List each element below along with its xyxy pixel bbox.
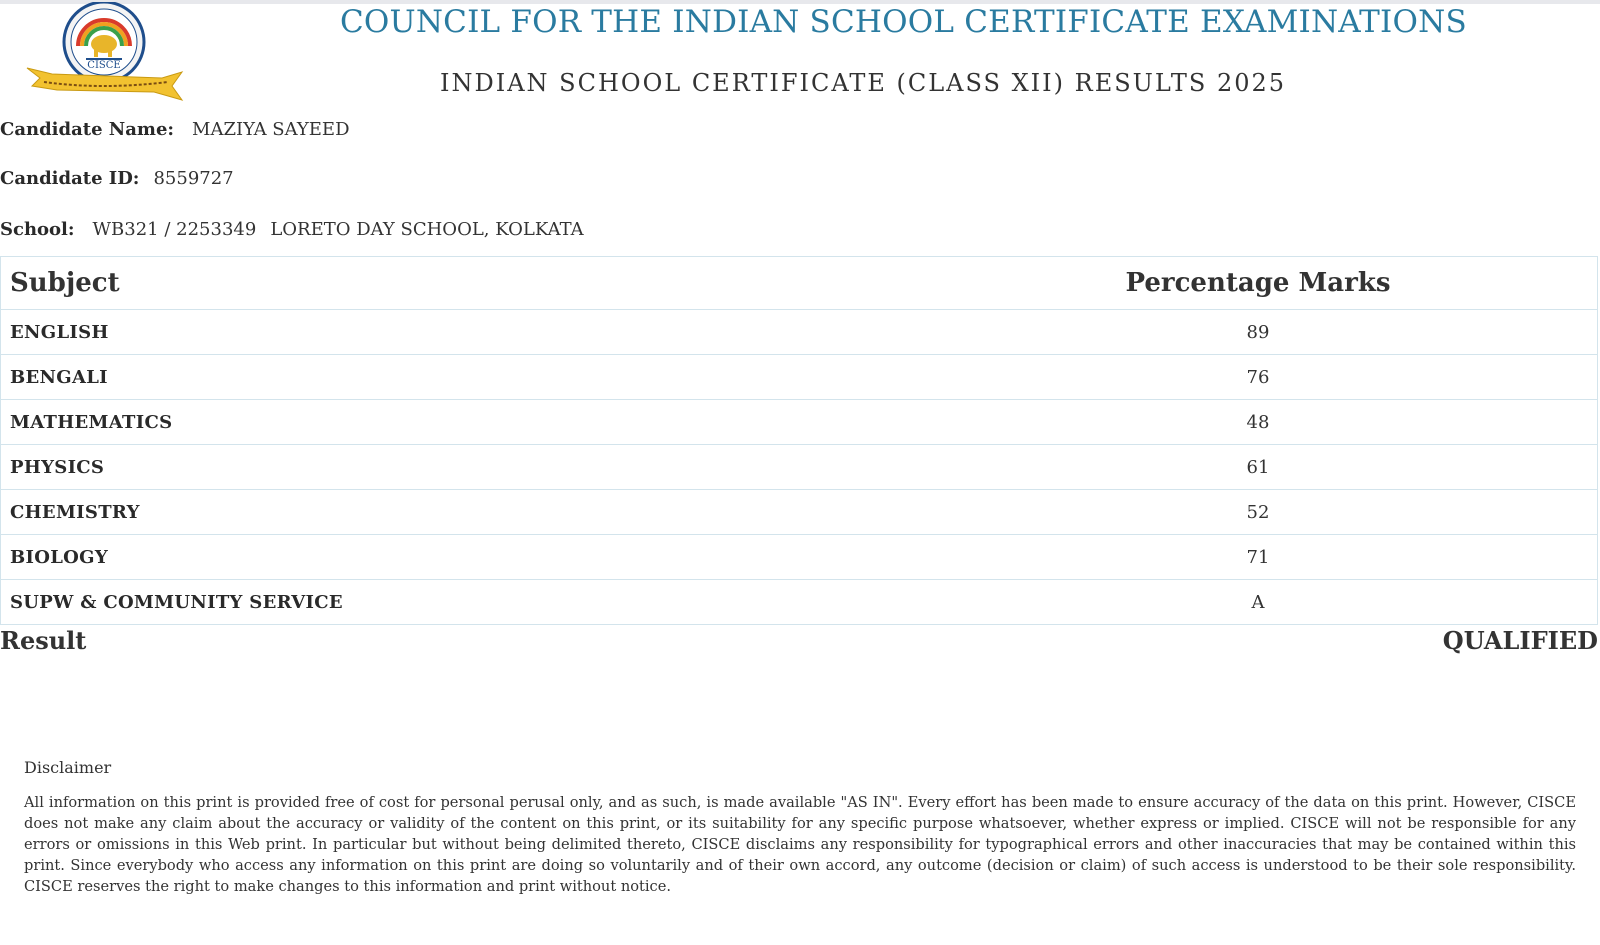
table-header-row — [1, 257, 1598, 310]
page-subtitle: INDIAN SCHOOL CERTIFICATE (CLASS XII) RESULTS 2025 — [440, 69, 1287, 97]
candidate-name-value: MAZIYA SAYEED — [192, 119, 350, 140]
marks-cell: 76 — [919, 355, 1598, 400]
cisce-logo — [22, 2, 187, 102]
marks-cell: 61 — [919, 445, 1598, 490]
disclaimer-title: Disclaimer — [24, 758, 112, 777]
subject-cell: ENGLISH — [1, 310, 920, 355]
candidate-name-label: Candidate Name: — [0, 119, 175, 140]
candidate-id-row — [0, 167, 234, 191]
marks-cell: 89 — [919, 310, 1598, 355]
table-row — [1, 580, 1598, 625]
candidate-name-row — [0, 118, 350, 142]
marks-cell: 52 — [919, 490, 1598, 535]
subject-cell: BENGALI — [1, 355, 920, 400]
school-row — [0, 218, 584, 242]
marks-cell: 71 — [919, 535, 1598, 580]
subject-cell: MATHEMATICS — [1, 400, 920, 445]
table-row — [1, 535, 1598, 580]
marks-column-header: Percentage Marks — [919, 257, 1598, 310]
table-row — [1, 490, 1598, 535]
candidate-id-value: 8559727 — [153, 168, 234, 189]
school-label: School: — [0, 219, 75, 240]
marks-table — [0, 256, 1598, 625]
result-label: Result — [0, 626, 87, 655]
disclaimer-text: All information on this print is provided free of cost for personal perusal only, and as such, is made available "AS IN". Every effort has been made to ensure accuracy of the data on this print. However, CISCE does not make any claim about the accuracy or validity of the content on this print, or its suitability for any specific purpose whatsoever, whether express or implied. CISCE will not be responsible for any errors or omissions in this Web print. In particular but without being delimited thereto, CISCE disclaims any responsibility for typographical errors and other inaccuracies that may be contained within this print. Since everybody who access any information on this print are doing so voluntarily and of their own accord, any outcome (decision or claim) of such access is understood to be their sole responsibility. CISCE reserves the right to make changes to this information and print without notice. — [24, 794, 1576, 895]
marks-cell: 48 — [919, 400, 1598, 445]
subject-cell: SUPW & COMMUNITY SERVICE — [1, 580, 920, 625]
table-row — [1, 445, 1598, 490]
subject-cell: PHYSICS — [1, 445, 920, 490]
marks-cell: A — [919, 580, 1598, 625]
table-row — [1, 355, 1598, 400]
subject-column-header: Subject — [1, 257, 920, 310]
logo-text: CISCE — [87, 60, 121, 71]
page-title: COUNCIL FOR THE INDIAN SCHOOL CERTIFICATE EXAMINATIONS — [340, 4, 1467, 40]
table-row — [1, 310, 1598, 355]
table-row — [1, 400, 1598, 445]
subject-cell: CHEMISTRY — [1, 490, 920, 535]
result-value: QUALIFIED — [1442, 626, 1598, 655]
school-name: LORETO DAY SCHOOL, KOLKATA — [270, 219, 584, 240]
school-code: WB321 / 2253349 — [92, 219, 257, 240]
subject-cell: BIOLOGY — [1, 535, 920, 580]
candidate-id-label: Candidate ID: — [0, 168, 140, 189]
